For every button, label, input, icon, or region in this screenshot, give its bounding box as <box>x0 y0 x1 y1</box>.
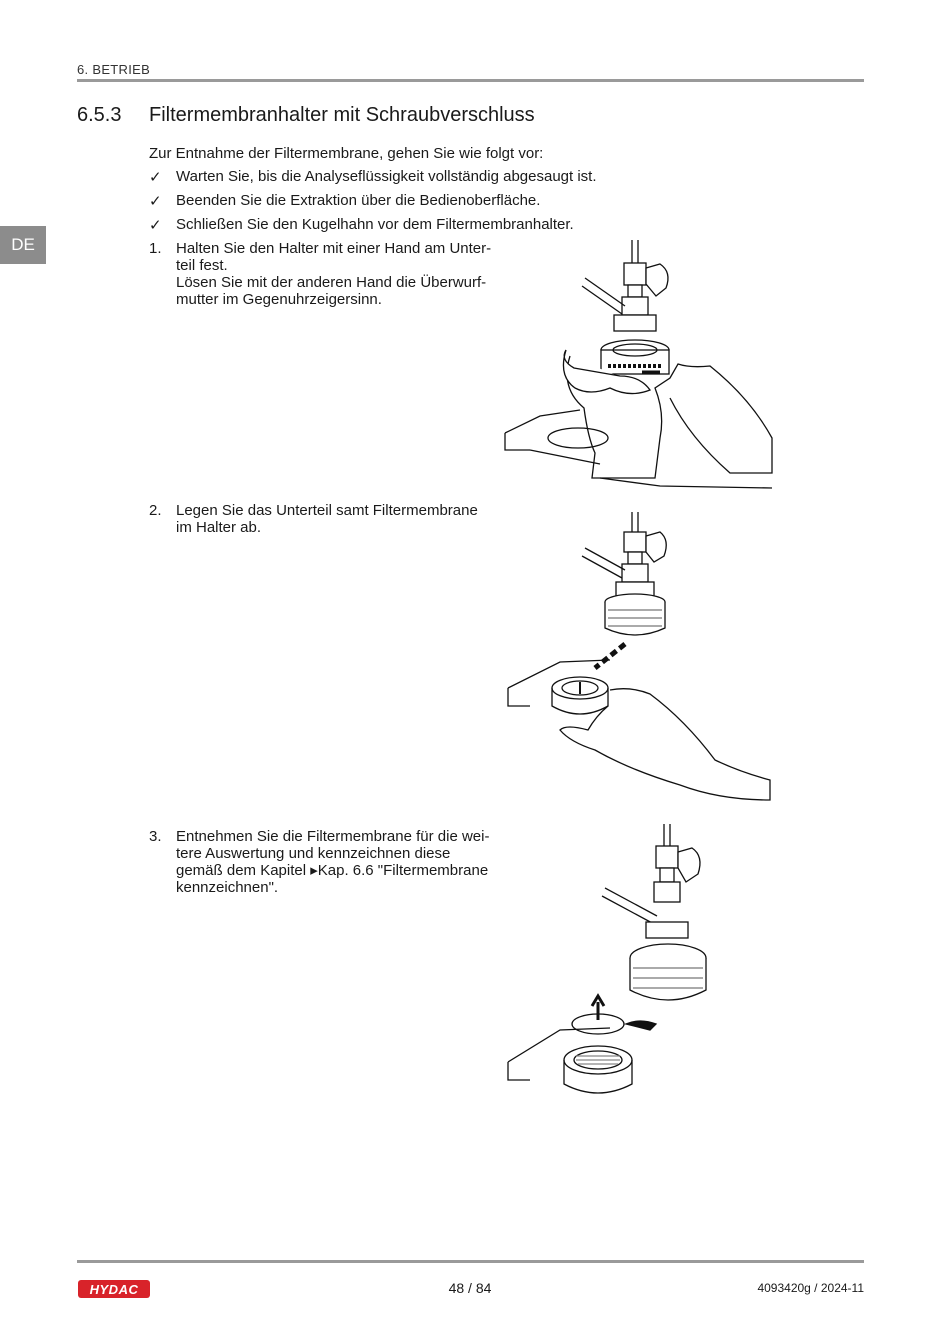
section-title: Filtermembranhalter mit Schraubverschluss <box>149 104 535 126</box>
intro-text: Zur Entnahme der Filtermembrane, gehen Sie wie folgt vor: <box>149 145 544 162</box>
check-text: Schließen Sie den Kugelhahn vor dem Filtermembranhalter. <box>176 216 574 233</box>
step-number: 3. <box>149 828 162 845</box>
step-line: im Halter ab. <box>176 519 262 536</box>
step-line: mutter im Gegenuhrzeigersinn. <box>176 291 382 308</box>
page-number: 48 / 84 <box>448 1280 492 1296</box>
section-number: 6.5.3 <box>77 104 122 126</box>
language-tab-label: DE <box>11 235 35 254</box>
language-tab <box>0 226 46 264</box>
check-text: Warten Sie, bis die Analyseflüssigkeit vollständig abgesaugt ist. <box>176 168 597 185</box>
header-rule <box>77 79 864 82</box>
step-text <box>176 502 506 536</box>
illustration-loosen-nut <box>500 238 790 498</box>
footer-rule <box>77 1260 864 1263</box>
step-line: teil fest. <box>176 257 228 274</box>
step-line: tere Auswertung und kennzeichnen diese <box>176 845 451 862</box>
hydac-logo <box>78 1280 150 1298</box>
step-line: kennzeichnen". <box>176 879 279 896</box>
step-text <box>176 240 506 308</box>
step-line: gemäß dem Kapitel ▸Kap. 6.6 "Filtermembrane <box>176 862 489 879</box>
illustration-remove-membrane <box>500 822 790 1112</box>
illustration-place-lower-part <box>500 510 790 810</box>
check-text: Beenden Sie die Extraktion über die Bedienoberfläche. <box>176 192 541 209</box>
step-number: 2. <box>149 502 162 519</box>
step-line: Entnehmen Sie die Filtermembrane für die wei- <box>176 828 490 845</box>
step-line: Lösen Sie mit der anderen Hand die Überwurf- <box>176 274 487 291</box>
checkmark-icon: ✓ <box>149 193 162 210</box>
logo-text: HYDAC <box>89 1281 139 1297</box>
step-number: 1. <box>149 240 162 257</box>
chapter-header: 6. BETRIEB <box>77 62 151 77</box>
document-reference: 4093420g / 2024-11 <box>757 1281 864 1295</box>
step-line: Halten Sie den Halter mit einer Hand am Unter- <box>176 240 492 257</box>
checkmark-icon: ✓ <box>149 217 162 234</box>
step-text <box>176 828 506 896</box>
checkmark-icon: ✓ <box>149 169 162 186</box>
step-line: Legen Sie das Unterteil samt Filtermembrane <box>176 502 478 519</box>
